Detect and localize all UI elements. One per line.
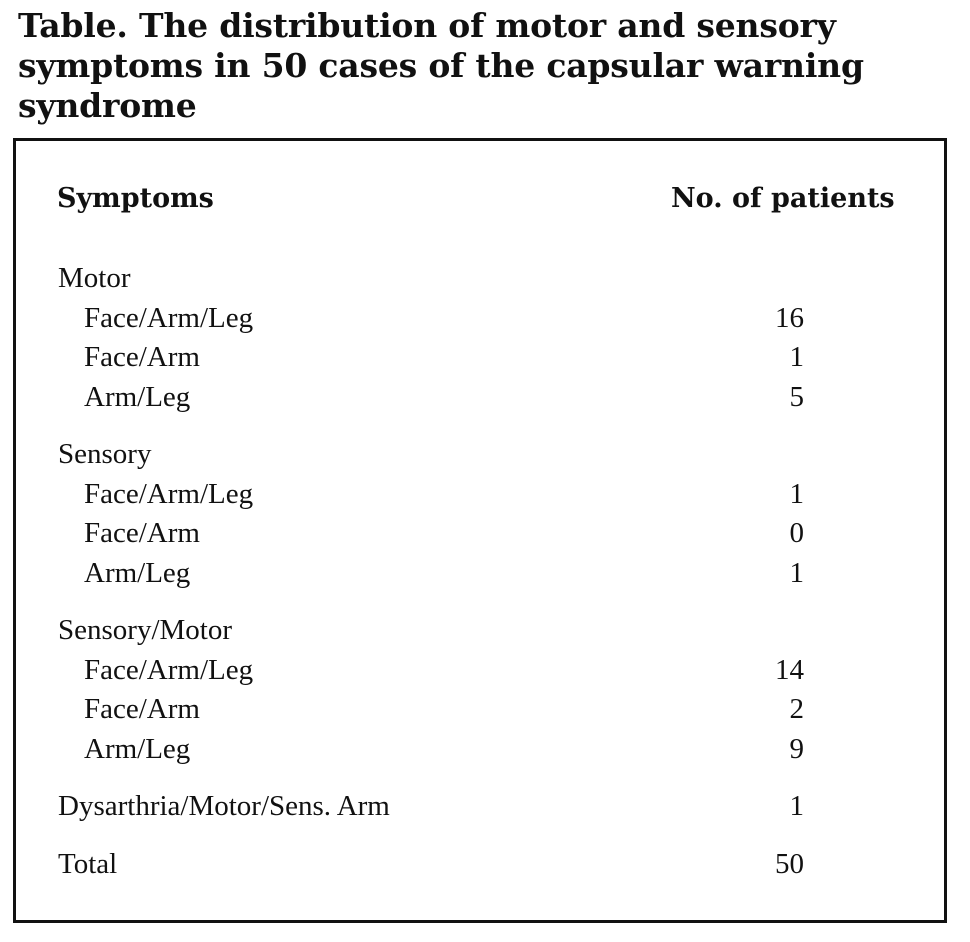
total-value: 50 <box>775 847 804 880</box>
row-value: 1 <box>789 341 804 373</box>
table-row <box>16 299 944 339</box>
row-value: 16 <box>775 301 804 334</box>
row-value: 0 <box>789 517 804 549</box>
column-header-symptoms: Symptoms <box>57 183 214 214</box>
row-value: 5 <box>789 380 804 413</box>
row-value: 1 <box>789 790 804 822</box>
table-body <box>16 259 944 902</box>
group-title: Motor <box>58 262 131 294</box>
group-dysarthria <box>16 787 944 827</box>
group-title-row <box>16 435 944 475</box>
group-title-row <box>16 611 944 651</box>
group-title: Sensory <box>58 438 152 470</box>
row-value: 1 <box>789 556 804 589</box>
row-label: Arm/Leg <box>84 556 191 589</box>
row-label: Arm/Leg <box>84 380 191 413</box>
group-sensory-motor <box>16 611 944 769</box>
total-row <box>16 845 944 885</box>
column-header-patients: No. of patients <box>671 183 895 214</box>
table-row <box>16 475 944 515</box>
row-label: Face/Arm/Leg <box>84 477 254 510</box>
row-value: 1 <box>789 477 804 510</box>
row-label: Face/Arm/Leg <box>84 301 254 334</box>
row-label: Arm/Leg <box>84 732 191 765</box>
group-sensory <box>16 435 944 593</box>
table-row <box>16 514 944 554</box>
table-row <box>16 690 944 730</box>
table-row <box>16 338 944 378</box>
row-label: Face/Arm <box>84 517 200 549</box>
table-row <box>16 730 944 770</box>
row-value: 9 <box>789 732 804 765</box>
total-label: Total <box>58 847 118 880</box>
data-table <box>13 138 947 923</box>
row-label: Face/Arm <box>84 693 200 725</box>
group-motor <box>16 259 944 417</box>
table-row <box>16 378 944 418</box>
table-row <box>16 787 944 827</box>
group-title: Sensory/Motor <box>58 614 232 646</box>
row-value: 2 <box>789 693 804 725</box>
row-label: Face/Arm/Leg <box>84 653 254 686</box>
group-title-row <box>16 259 944 299</box>
group-total <box>16 845 944 885</box>
row-label: Dysarthria/Motor/Sens. Arm <box>58 790 390 822</box>
row-label: Face/Arm <box>84 341 200 373</box>
table-caption: Table. The distribution of motor and sensory symptoms in 50 cases of the capsular warning syndrome <box>18 6 864 125</box>
table-row <box>16 651 944 691</box>
table-row <box>16 554 944 594</box>
row-value: 14 <box>775 653 804 686</box>
